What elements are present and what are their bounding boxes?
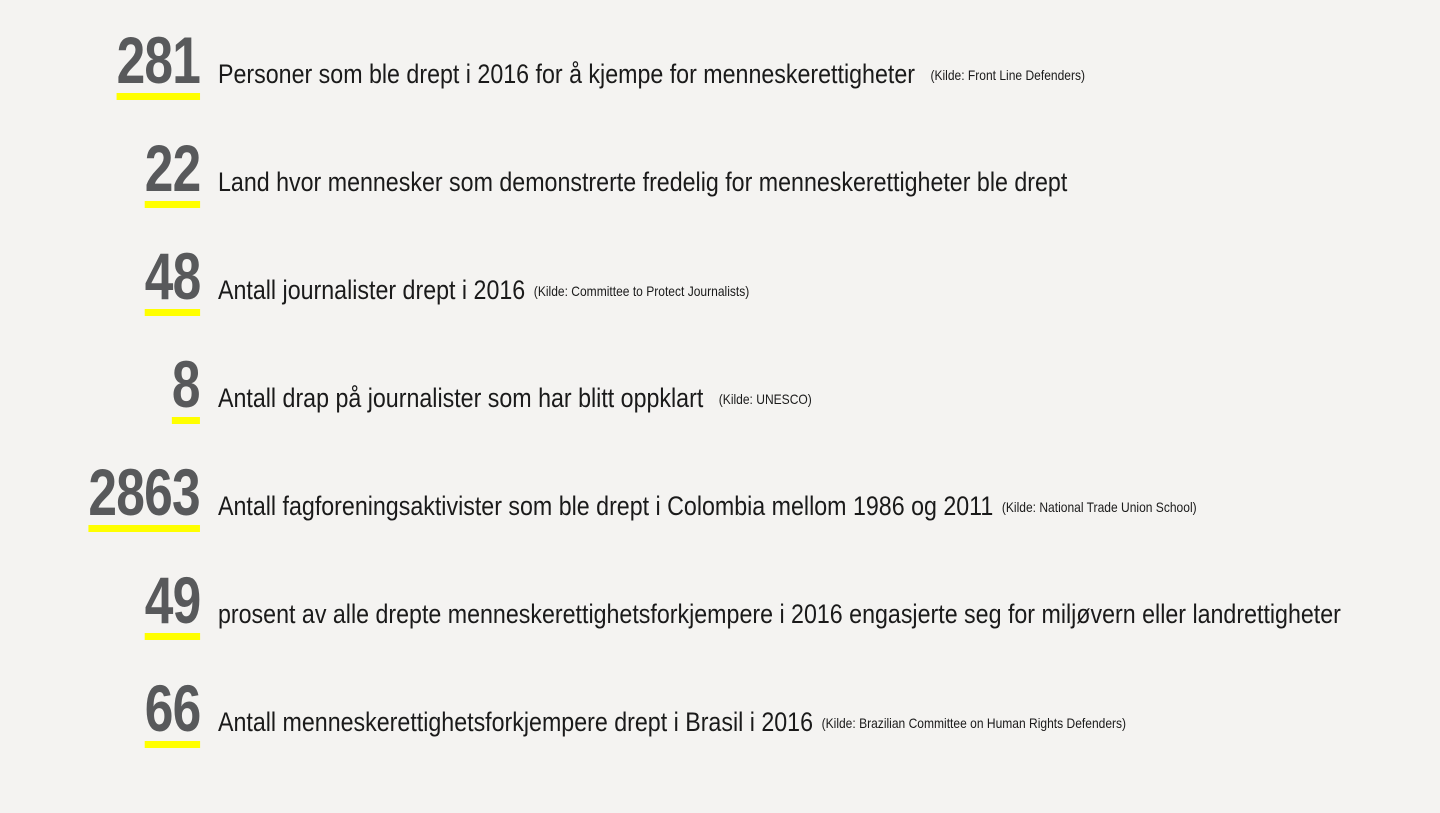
stat-number: 49: [144, 567, 200, 640]
stat-row: [0, 671, 1440, 768]
stat-number: 2863: [89, 459, 200, 532]
stat-row: [0, 563, 1440, 660]
stat-number: 66: [144, 675, 200, 748]
stat-source: (Kilde: UNESCO): [718, 391, 812, 407]
stat-source: (Kilde: Front Line Defenders): [930, 67, 1086, 83]
stat-row: [0, 131, 1440, 228]
stat-description: [218, 707, 1126, 738]
stat-description-text: prosent av alle drepte menneskerettighetsforkjempere i 2016 engasjerte seg for miljøvern eller landrettigheter: [218, 599, 1341, 629]
stat-description: [218, 275, 749, 306]
stat-description-text: Personer som ble drept i 2016 for å kjempe for menneskerettigheter: [218, 59, 915, 89]
stat-number: 281: [116, 27, 200, 100]
stat-number: 8: [172, 351, 200, 424]
stat-description-text: Antall menneskerettighetsforkjempere drept i Brasil i 2016: [218, 707, 813, 737]
stat-description: [218, 491, 1197, 522]
stat-description: [218, 383, 812, 414]
stat-number: 22: [144, 135, 200, 208]
stat-description: [218, 599, 1350, 630]
stat-description: [218, 59, 1085, 90]
stat-source: (Kilde: National Trade Union School): [1001, 499, 1197, 515]
stat-description-text: Antall fagforeningsaktivister som ble drept i Colombia mellom 1986 og 2011: [218, 491, 994, 521]
stat-row: [0, 455, 1440, 552]
stat-source: (Kilde: Committee to Protect Journalists): [533, 283, 750, 299]
stat-row: [0, 239, 1440, 336]
stat-description: [218, 167, 1076, 198]
stat-description-text: Antall drap på journalister som har blitt oppklart: [218, 383, 704, 413]
stat-description-text: Land hvor mennesker som demonstrerte fredelig for menneskerettigheter ble drept: [218, 167, 1068, 197]
stat-row: [0, 347, 1440, 444]
stat-row: [0, 23, 1440, 120]
stat-source: (Kilde: Brazilian Committee on Human Rights Defenders): [821, 715, 1127, 731]
stat-description-text: Antall journalister drept i 2016: [218, 275, 526, 305]
stat-number: 48: [144, 243, 200, 316]
